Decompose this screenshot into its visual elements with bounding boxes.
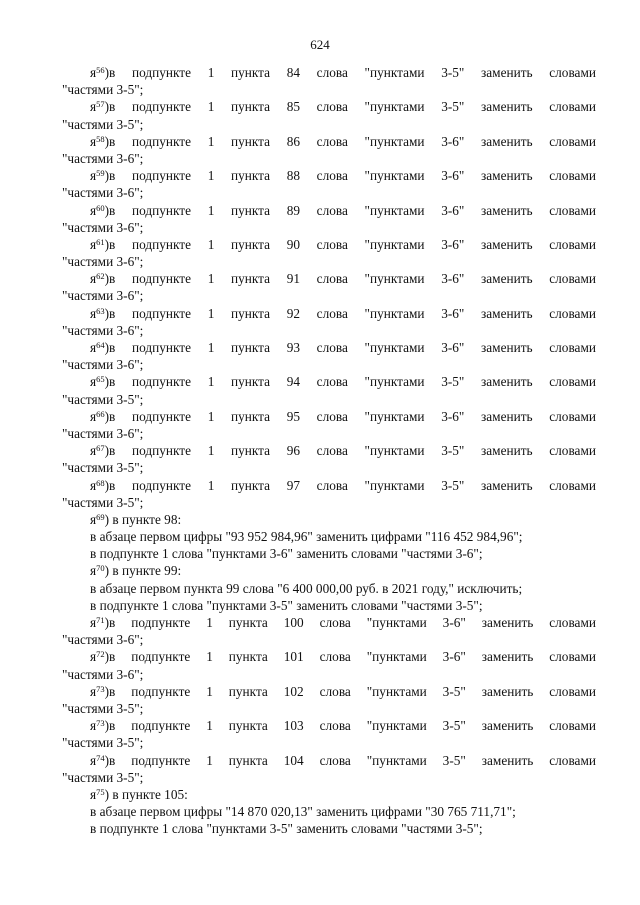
- item-text-continuation: "частями 3-5";: [62, 391, 144, 407]
- item-letter: я: [90, 752, 97, 768]
- document-body: [62, 64, 596, 837]
- list-item-continuation: [62, 631, 596, 648]
- item-text: )в подпункте 1 пункта 92 слова "пунктами 3-6" заменить словами: [104, 305, 596, 321]
- item-text-continuation: "частями 3-6";: [62, 357, 144, 373]
- list-item: [62, 683, 596, 700]
- item-letter: я: [90, 683, 97, 699]
- item-text: )в подпункте 1 пункта 104 слова "пунктами 3-5" заменить словами: [104, 752, 596, 768]
- paragraph-line: [62, 528, 596, 545]
- list-item-continuation: [62, 494, 596, 511]
- item-letter: я: [90, 511, 97, 527]
- item-superscript: 68: [96, 477, 105, 488]
- paragraph-text: в абзаце первом цифры "93 952 984,96" заменить цифрами "116 452 984,96";: [90, 529, 523, 545]
- list-item: [62, 648, 596, 665]
- paragraph-text: в подпункте 1 слова "пунктами 3-5" заменить словами "частями 3-5";: [90, 597, 483, 613]
- list-item: [62, 717, 596, 734]
- item-text: )в подпункте 1 пункта 103 слова "пунктами 3-5" заменить словами: [104, 718, 596, 734]
- item-text: )в подпункте 1 пункта 91 слова "пунктами 3-6" заменить словами: [104, 271, 596, 287]
- list-item: [62, 614, 596, 631]
- item-superscript: 64: [96, 340, 105, 350]
- list-item: [62, 98, 596, 115]
- list-item: [62, 511, 596, 528]
- list-item: [62, 270, 596, 287]
- item-text-continuation: "частями 3-5";: [62, 494, 144, 510]
- list-item: [62, 339, 596, 356]
- list-item-continuation: [62, 700, 596, 717]
- item-letter: я: [90, 649, 97, 665]
- item-letter: я: [90, 271, 97, 287]
- item-letter: я: [90, 202, 97, 218]
- item-text: ) в пункте 98:: [104, 511, 182, 527]
- item-letter: я: [90, 374, 97, 390]
- item-letter: я: [90, 340, 97, 355]
- item-superscript: 71: [96, 615, 105, 625]
- item-text-continuation: "частями 3-6";: [62, 254, 144, 270]
- item-superscript: 58: [96, 133, 105, 144]
- item-superscript: 60: [96, 202, 105, 213]
- paragraph-line: [62, 820, 596, 837]
- item-text: ) в пункте 99:: [104, 563, 182, 579]
- item-text-continuation: "частями 3-6";: [62, 185, 144, 201]
- item-superscript: 70: [96, 563, 105, 574]
- list-item: [62, 305, 596, 322]
- item-superscript: 65: [96, 374, 105, 385]
- item-text-continuation: "частями 3-6";: [62, 288, 144, 304]
- item-text: )в подпункте 1 пункта 102 слова "пунктами 3-5" заменить словами: [104, 683, 596, 699]
- list-item: [62, 167, 596, 184]
- item-text-continuation: "частями 3-5";: [62, 82, 144, 98]
- list-item-continuation: [62, 425, 596, 442]
- paragraph-text: в абзаце первом пункта 99 слова "6 400 000,00 руб. в 2021 году," исключить;: [90, 580, 523, 596]
- list-item-continuation: [62, 116, 596, 133]
- item-superscript: 69: [96, 511, 105, 522]
- paragraph-line: [62, 545, 596, 562]
- item-letter: я: [90, 563, 97, 579]
- paragraph-line: [62, 803, 596, 820]
- list-item-continuation: [62, 184, 596, 201]
- list-item: [62, 64, 596, 81]
- list-item: [62, 442, 596, 459]
- item-text: )в подпункте 1 пункта 88 слова "пунктами 3-6" заменить словами: [104, 168, 596, 184]
- item-text-continuation: "частями 3-6";: [62, 666, 144, 682]
- item-superscript: 59: [96, 168, 105, 179]
- item-letter: я: [90, 65, 97, 80]
- item-text-continuation: "частями 3-5";: [62, 769, 144, 785]
- item-text-continuation: "частями 3-5";: [62, 460, 144, 476]
- item-superscript: 61: [96, 236, 105, 247]
- item-superscript: 63: [96, 305, 105, 316]
- paragraph-text: в подпункте 1 слова "пунктами 3-5" заменить словами "частями 3-5";: [90, 821, 483, 837]
- list-item-continuation: [62, 356, 596, 373]
- item-text-continuation: "частями 3-5";: [62, 700, 144, 716]
- item-superscript: 73: [96, 718, 105, 729]
- list-item: [62, 786, 596, 803]
- item-superscript: 74: [96, 752, 105, 763]
- item-superscript: 62: [96, 271, 105, 282]
- item-text-continuation: "частями 3-6";: [62, 150, 144, 166]
- list-item: [62, 408, 596, 425]
- item-superscript: 56: [96, 65, 105, 75]
- item-superscript: 67: [96, 443, 105, 454]
- item-text: ) в пункте 105:: [104, 786, 188, 802]
- item-text: )в подпункте 1 пункта 93 слова "пунктами 3-6" заменить словами: [104, 340, 596, 355]
- list-item-continuation: [62, 253, 596, 270]
- item-letter: я: [90, 168, 97, 184]
- item-text-continuation: "частями 3-6";: [62, 322, 144, 338]
- item-text-continuation: "частями 3-5";: [62, 116, 144, 132]
- item-letter: я: [90, 408, 97, 424]
- paragraph-text: в подпункте 1 слова "пунктами 3-6" заменить словами "частями 3-6";: [90, 546, 483, 562]
- item-superscript: 75: [96, 786, 105, 797]
- list-item-continuation: [62, 459, 596, 476]
- list-item: [62, 133, 596, 150]
- paragraph-line: [62, 580, 596, 597]
- item-letter: я: [90, 133, 97, 149]
- item-letter: я: [90, 615, 97, 630]
- list-item-continuation: [62, 322, 596, 339]
- list-item: [62, 202, 596, 219]
- list-item-continuation: [62, 219, 596, 236]
- list-item: [62, 752, 596, 769]
- item-text-continuation: "частями 3-6";: [62, 632, 144, 648]
- list-item-continuation: [62, 734, 596, 751]
- item-letter: я: [90, 786, 97, 802]
- item-superscript: 57: [96, 99, 105, 110]
- item-letter: я: [90, 305, 97, 321]
- item-letter: я: [90, 477, 97, 493]
- item-text: )в подпункте 1 пункта 97 слова "пунктами 3-5" заменить словами: [104, 477, 596, 493]
- item-text: )в подпункте 1 пункта 90 слова "пунктами 3-6" заменить словами: [104, 236, 596, 252]
- item-text-continuation: "частями 3-5";: [62, 735, 144, 751]
- page-number: 624: [310, 37, 330, 52]
- list-item-continuation: [62, 769, 596, 786]
- item-superscript: 72: [96, 649, 105, 660]
- item-text: )в подпункте 1 пункта 96 слова "пунктами 3-5" заменить словами: [104, 443, 596, 459]
- item-text: )в подпункте 1 пункта 89 слова "пунктами 3-6" заменить словами: [104, 202, 596, 218]
- item-text: )в подпункте 1 пункта 86 слова "пунктами 3-6" заменить словами: [104, 133, 596, 149]
- item-text: )в подпункте 1 пункта 95 слова "пунктами 3-6" заменить словами: [104, 408, 596, 424]
- item-text: )в подпункте 1 пункта 101 слова "пунктами 3-6" заменить словами: [104, 649, 596, 665]
- item-superscript: 73: [96, 683, 105, 694]
- list-item: [62, 477, 596, 494]
- list-item-continuation: [62, 81, 596, 98]
- item-text-continuation: "частями 3-6";: [62, 219, 144, 235]
- list-item: [62, 236, 596, 253]
- paragraph-line: [62, 597, 596, 614]
- item-letter: я: [90, 99, 97, 115]
- list-item-continuation: [62, 391, 596, 408]
- item-letter: я: [90, 236, 97, 252]
- item-letter: я: [90, 718, 97, 734]
- item-text: )в подпункте 1 пункта 100 слова "пунктами 3-6" заменить словами: [104, 615, 596, 630]
- list-item-continuation: [62, 150, 596, 167]
- item-letter: я: [90, 443, 97, 459]
- item-text-continuation: "частями 3-6";: [62, 425, 144, 441]
- paragraph-text: в абзаце первом цифры "14 870 020,13" заменить цифрами "30 765 711,71";: [90, 804, 516, 820]
- item-text: )в подпункте 1 пункта 84 слова "пунктами 3-5" заменить словами: [104, 65, 596, 80]
- list-item-continuation: [62, 666, 596, 683]
- item-text: )в подпункте 1 пункта 85 слова "пунктами 3-5" заменить словами: [104, 99, 596, 115]
- item-text: )в подпункте 1 пункта 94 слова "пунктами 3-5" заменить словами: [104, 374, 596, 390]
- list-item: [62, 562, 596, 579]
- list-item: [62, 373, 596, 390]
- item-superscript: 66: [96, 408, 105, 419]
- list-item-continuation: [62, 287, 596, 304]
